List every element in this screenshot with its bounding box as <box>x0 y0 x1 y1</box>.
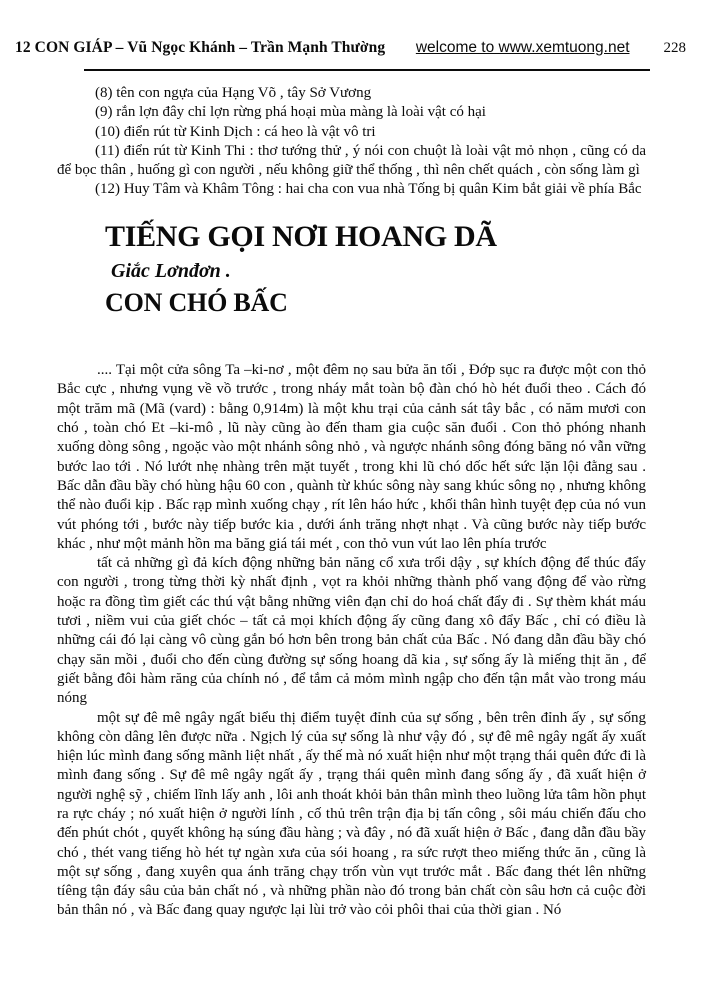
body-text-section <box>0 318 702 921</box>
footnote-item: (10) điển rút từ Kinh Dịch : cá heo là vật vô tri <box>95 123 376 140</box>
footnotes-section <box>0 71 702 200</box>
title-block <box>105 220 662 318</box>
page-header <box>0 0 702 58</box>
page-number: 228 <box>663 40 686 56</box>
author-name: Giắc Lơnđơn . <box>111 260 231 283</box>
body-paragraph: .... Tại một cửa sông Ta –ki-nơ , một đêm nọ sau bửa ăn tối , Đớp sục ra được một con thỏ Bắc cực , nhưng vụng về vồ trước , trong nháy mắt toàn bộ đàn chó hò hét đuổi theo . Cách đó một trăm mã (Mã (vard) : bằng 0,914m) là một khu trại của cảnh sát tây bắc , có năm mươi con chó , toàn chó Et –ki-mô , lũ này cũng ào đến tham gia cuộc săn đuổi . Con thỏ phóng nhanh xuống dòng sông , ngoặc vào một nhánh sông nhỏ , và ngược nhánh sông đóng băng nó vẫn vững bước lao tới . Nó lướt nhẹ nhàng trên mặt tuyết , trong khi lũ chó dốc hết sức lặn lội đằng sau . Bấc dẫn đầu bầy chó hùng hậu 60 con , quành từ khúc sông này sang khúc sông nọ , nhưng không thể nào đuổi kịp . Bấc rạp mình xuống chạy , rít lên háo hức , khối thân hình tuyệt đẹp của nó vun vút phóng tới , bước này tiếp bước kia , dưới ánh trăng nhợt nhạt . Và cũng bước này tiếp bước khác , như một mảnh hồn ma băng giá tái mét , con thỏ vun vút lao lên phía trước <box>57 362 646 552</box>
chapter-title: CON CHÓ BẤC <box>105 288 288 318</box>
book-title: 12 CON GIÁP – Vũ Ngọc Khánh – Trần Mạnh Thường <box>15 39 386 56</box>
footnote-item: (8) tên con ngựa của Hạng Võ , tây Sở Vương <box>95 85 372 101</box>
footnote-item: (11) điển rút từ Kinh Thi : thơ tướng thử , ý nói con chuột là loài vật mỏ nhọn , cũng có da để bọc thân , huống gì con người , nếu không giữ thể thống , thì nên chết quách , còn sống làm gì <box>57 142 646 179</box>
story-title: TIẾNG GỌI NƠI HOANG DÃ <box>105 219 497 253</box>
site-link[interactable]: welcome to www.xemtuong.net <box>415 39 630 56</box>
body-paragraph: tất cả những gì đả kích động những bản năng cổ xưa trổi dậy , sự khích động để thúc đẩy con người , trong từng thời kỳ nhất định , vọt ra khỏi những thành phố vang động để vào rừng hoặc ra đồng tìm giết các thú vật bằng những viên đạn chỉ do hoá chất đẩy đi . Sự thèm khát máu tươi , niềm vui của giết chóc – tất cả mọi khích động ấy cũng đang xô đẩy Bấc , chỉ có điều là những cái đó lại càng vô cùng gắn bó hơn bên trong bản chất của Bấc . Nó đang dẫn đầu bầy chó chạy săn mồi , đuổi cho đến cùng đường sự sống hoang dã kia , sự sống ấy là miếng thịt ăn , để giết bằng đôi hàm răng của chính nó , để tắm cả mỏm mình ngập cho đến tận mắt vào trong máu nóng <box>57 555 646 707</box>
body-paragraph: một sự đê mê ngây ngất biểu thị điểm tuyệt đỉnh của sự sống , bên trên đỉnh ấy , sự sống không còn dâng lên được nữa . Ngịch lý của sự sống là như vậy đó , sự đê mê ngây ngất ấy xuất hiện lúc mình đang sống mãnh liệt nhất , ấy thế mà nó xuất hiện như một trạng thái quên đức đi là mình đang sống . Sự đê mê ngây ngất ấy , trạng thái quên mình đang sống ấy , đã xuất hiện ở người nghệ sỹ , chiếm lĩnh lấy anh , lôi anh thoát khỏi bản thân mình theo luồng lửa tâm hồn phụt ra rực cháy ; nó xuất hiện ở người lính , cố thủ trên trận địa bị tấn công , sôi máu chiến đấu cho đến phút chót , quyết không hạ súng đầu hàng ; và đây , nó đã xuất hiện ở Bấc , đang dẫn đầu bầy chó , thét vang tiếng hò hét tự ngàn xưa của sói hoang , ra sức rượt theo miếng thức ăn , cũng là một sự sống , đang xuyên qua ánh trăng chạy trốn vùn vụt trước mắt . Bấc đang thét lên những tíêng tận đáy sâu của bản chất nó , và những phần nào đó trong bản chất còn sâu hơn cả cuộc đời bản thân nó , và Bấc đang quay ngược lại lùi trở vào cỏi phôi thai của thời gian . Nó <box>57 709 646 919</box>
footnote-item: (12) Huy Tâm và Khâm Tông : hai cha con vua nhà Tống bị quân Kim bắt giải về phía Bắc <box>95 181 642 198</box>
footnote-item: (9) rắn lợn đây chỉ lợn rừng phá hoại mùa màng là loài vật có hại <box>95 104 486 121</box>
